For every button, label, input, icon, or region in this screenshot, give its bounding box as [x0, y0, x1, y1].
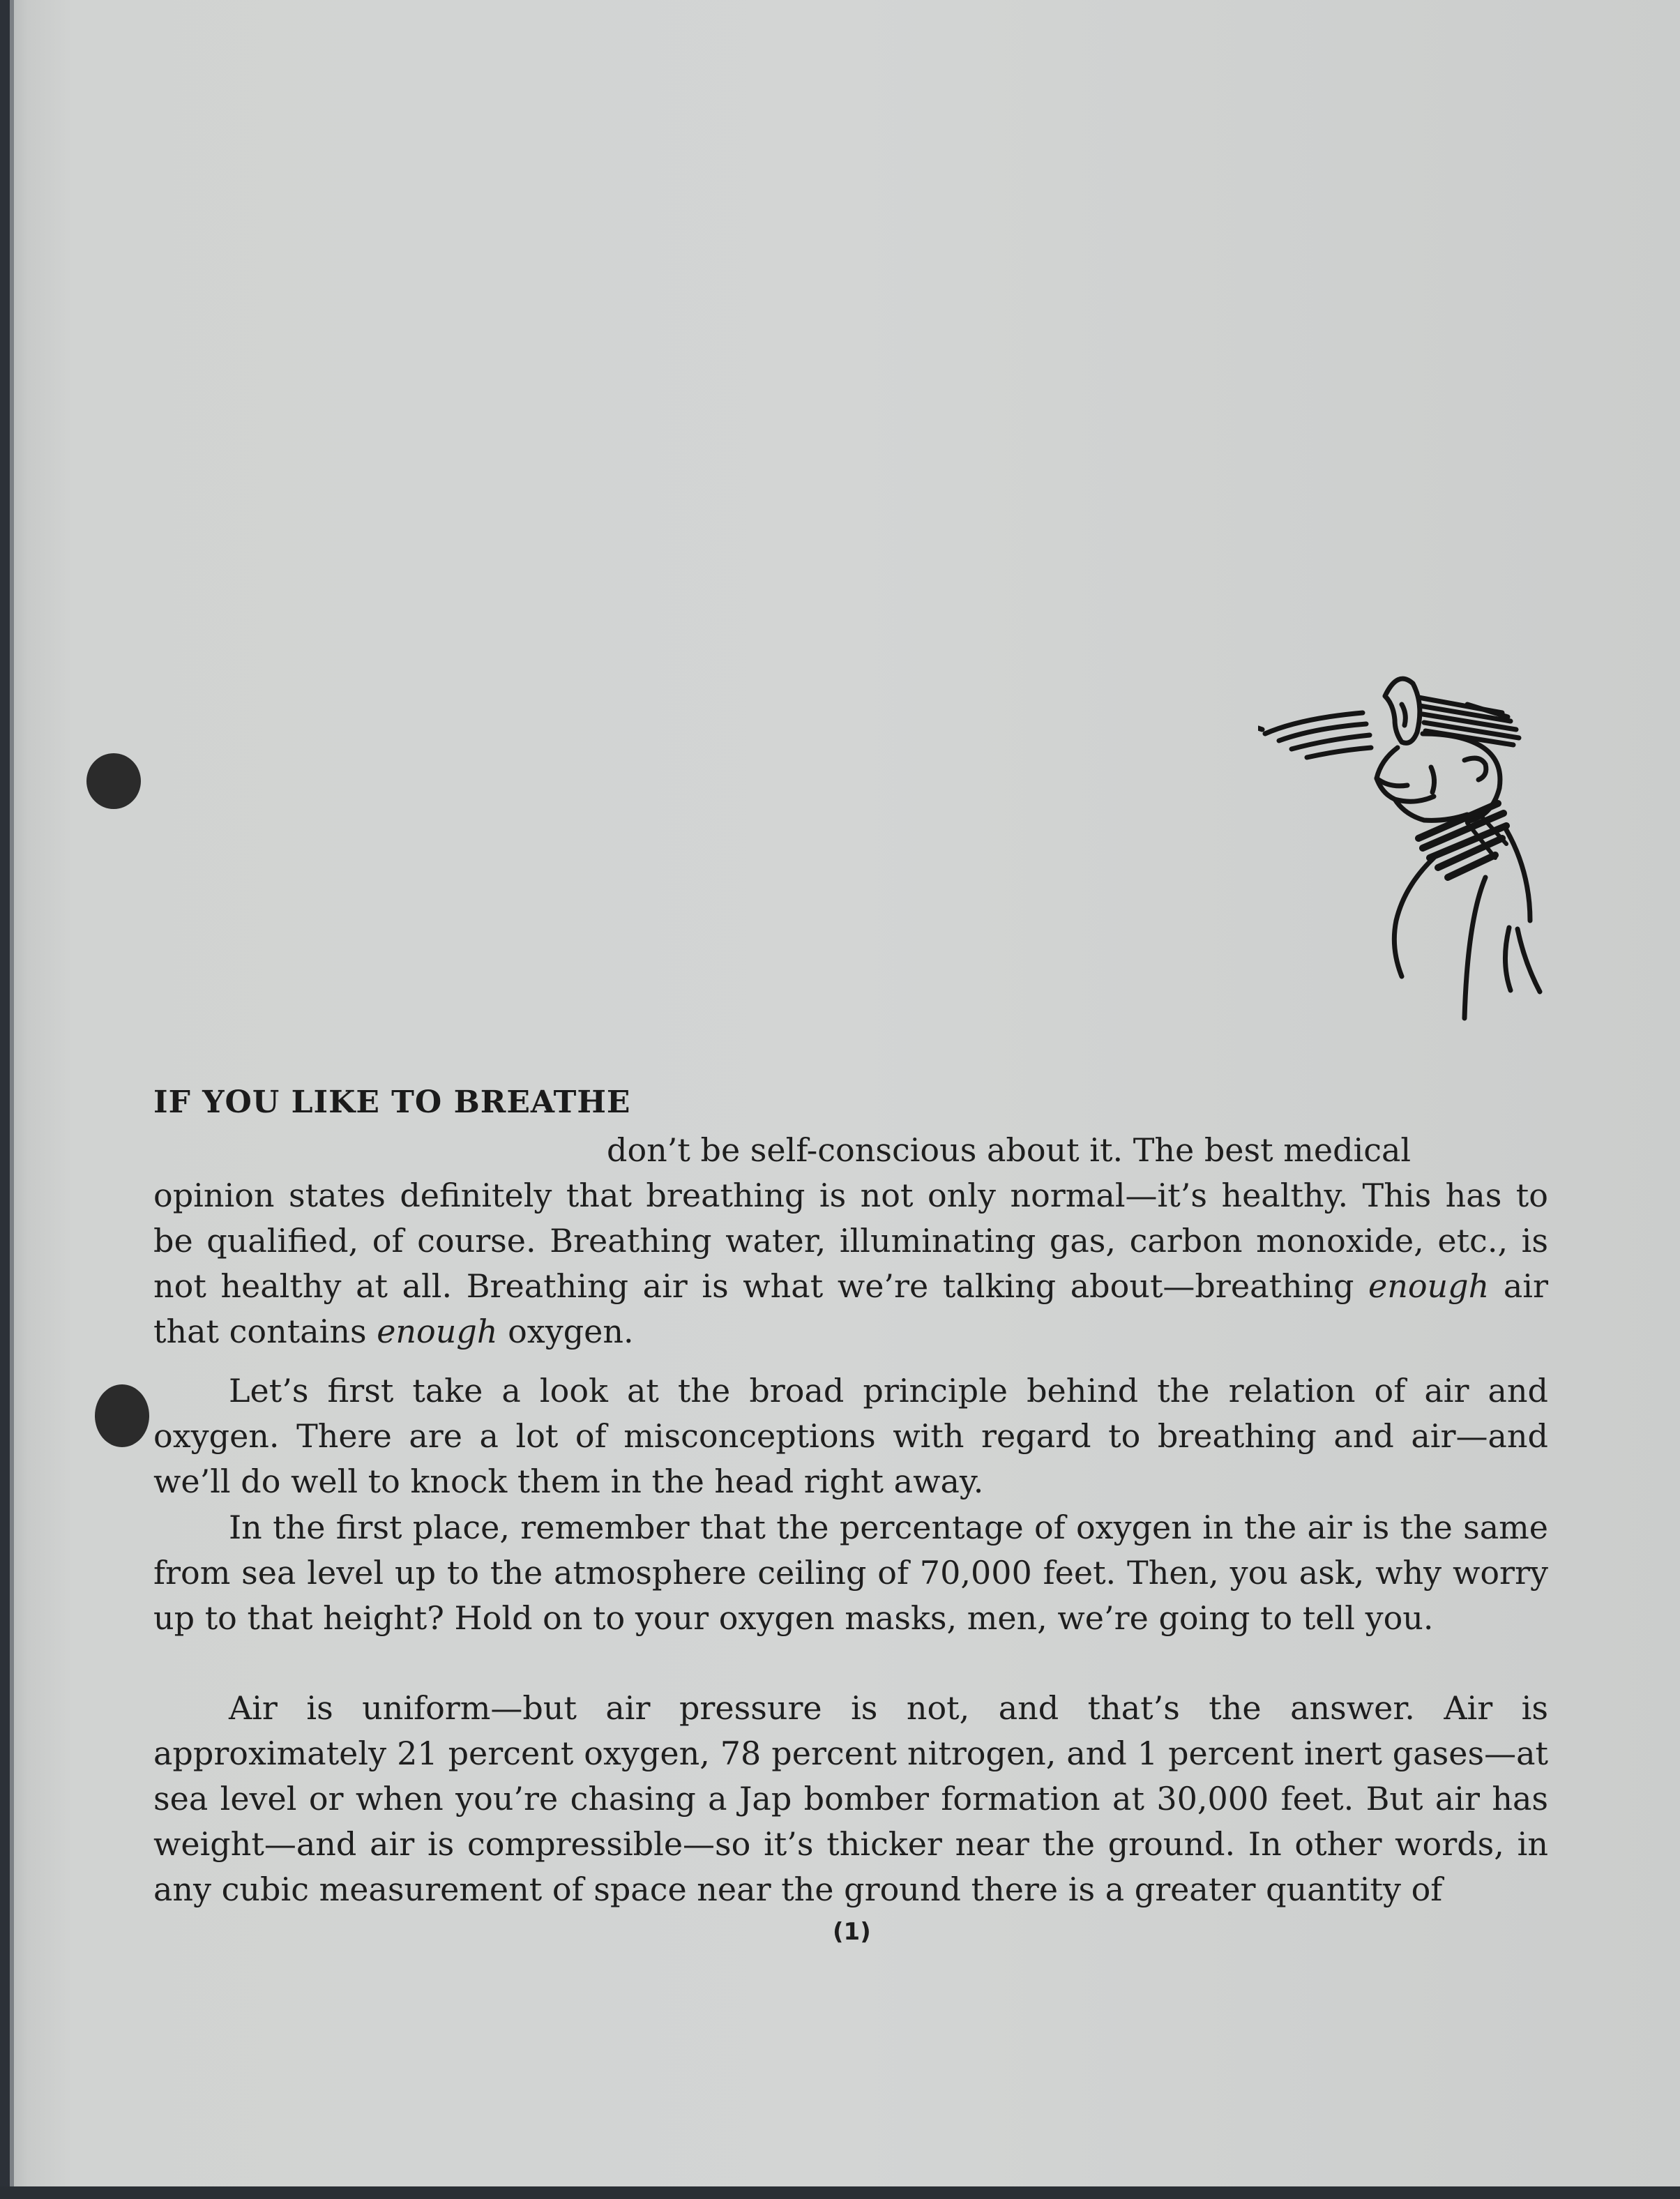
paragraph-4: Air is uniform—but air pressure is not, and that’s the answer. Air is approximately 21 percent oxygen, 78 percent nitrogen, and 1 percent inert gases—at sea level or when you’re chasing a Jap bomber formation at 30,000 feet. But air has weight—and air is compressible—so it’s thicker near the ground. In other words, in any cubic measurement of space near the ground there is a greater quantity of — [153, 1689, 1548, 1908]
paragraph-1-text-c: oxygen. — [497, 1313, 634, 1350]
paragraph-1-text-b: air that contains — [153, 1267, 1548, 1350]
binder-hole-middle — [95, 1384, 149, 1447]
paragraph-2: Let’s first take a look at the broad principle behind the relation of air and oxygen. There are a lot of misconceptions with regard to breathing and air—and we’ll do well to knock them in the head right away. — [153, 1372, 1548, 1500]
paragraph-1-emphasis-a: enough — [1368, 1267, 1490, 1305]
paragraph-1-emphasis-b: enough — [377, 1313, 498, 1350]
paragraph-1 — [153, 1128, 1548, 1354]
paragraph-3: In the first place, remember that the percentage of oxygen in the air is the same from sea level up to the atmosphere ceiling of 70,000 feet. Then, you ask, why worry up to that height? Hold on to your oxygen masks, men, we’re going to tell you. — [153, 1509, 1548, 1637]
page-bottom-edge — [0, 2186, 1680, 2199]
binder-hole-top — [86, 753, 141, 809]
breathing-man-illustration — [1258, 656, 1551, 1032]
paragraph-1-lead: don’t be self-conscious about it. The best medical — [607, 1131, 1412, 1169]
section-heading: IF YOU LIKE TO BREATHE — [153, 1085, 631, 1120]
paragraph-1-text-a: opinion states definitely that breathing is not only normal—it’s healthy. This has to be qualified, of course. Breathing water, illuminating gas, carbon monoxide, etc., is not healthy at all. Breathing air is what we’re talking about—breathing — [153, 1177, 1548, 1305]
page-binding-edge — [10, 0, 14, 2186]
document-page — [10, 0, 1680, 2186]
page-number: (1) — [833, 1918, 871, 1946]
